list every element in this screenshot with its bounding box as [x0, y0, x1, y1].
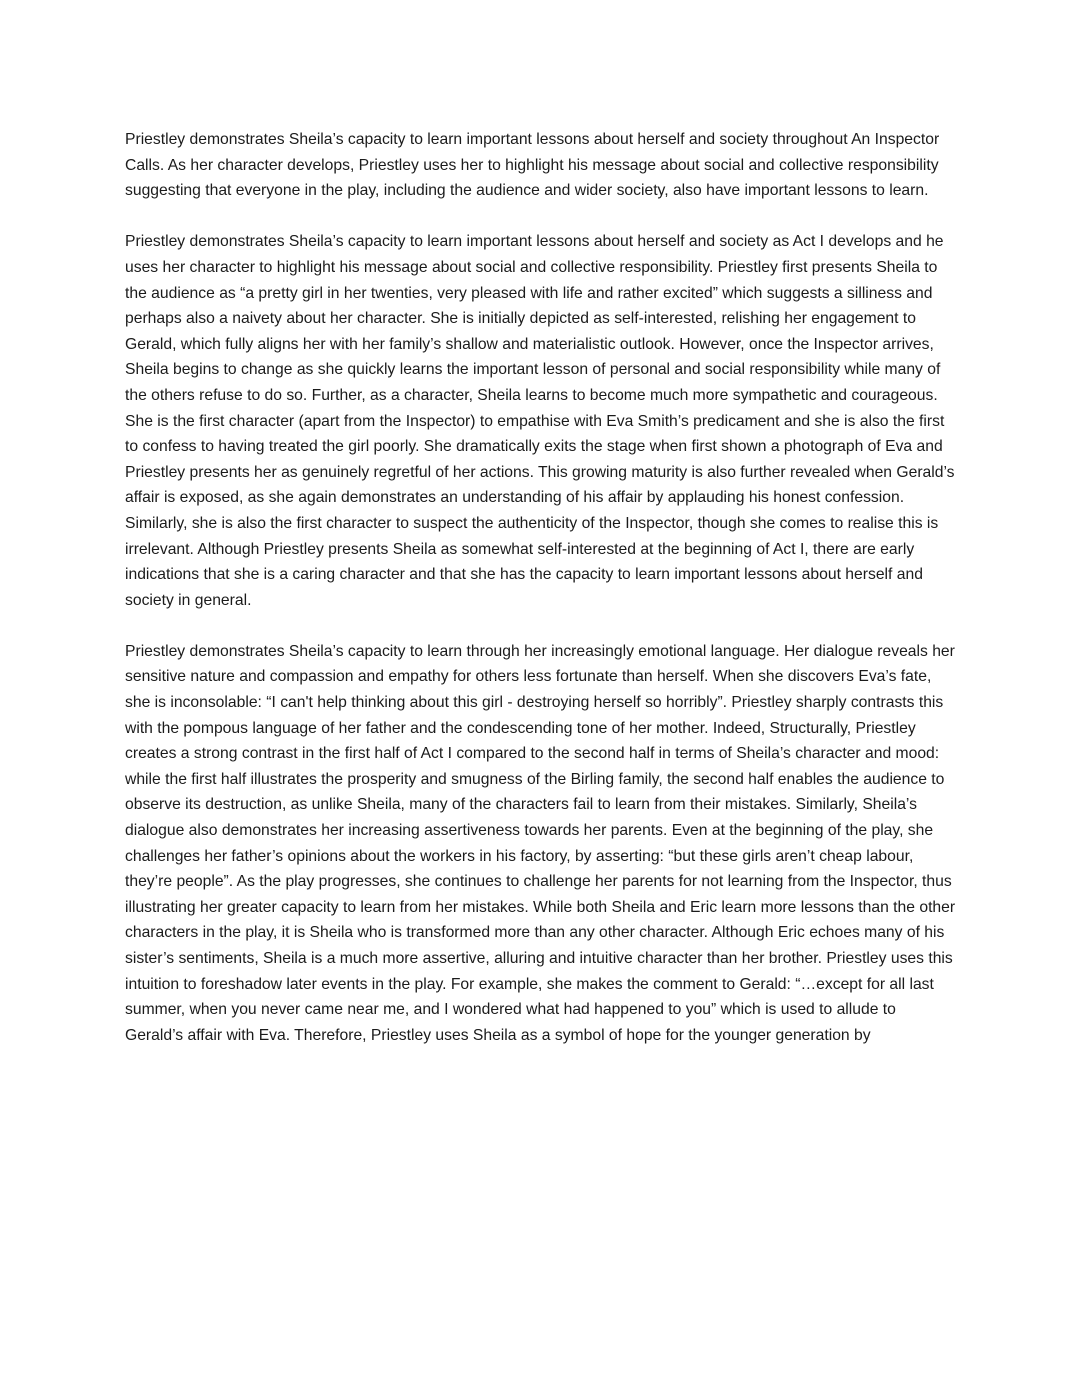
essay-paragraph: Priestley demonstrates Sheila’s capacity to learn important lessons about herself and society as Act I develops and he uses her character to highlight his message about social and collective responsibility. Priestley first presents Sheila to the audience as “a pretty girl in her twenties, very pleased with life and rather excited” which suggests a silliness and perhaps also a naivety about her character. She is initially depicted as self-interested, relishing her engagement to Gerald, which fully aligns her with her family’s shallow and materialistic outlook. However, once the Inspector arrives, Sheila begins to change as she quickly learns the important lesson of personal and social responsibility while many of the others refuse to do so. Further, as a character, Sheila learns to become much more sympathetic and courageous. She is the first character (apart from the Inspector) to empathise with Eva Smith’s predicament and she is also the first to confess to having treated the girl poorly. She dramatically exits the stage when first shown a photograph of Eva and Priestley presents her as genuinely regretful of her actions. This growing maturity is also further revealed when Gerald’s affair is exposed, as she again demonstrates an understanding of his affair by applauding his honest confession. Similarly, she is also the first character to suspect the authenticity of the Inspector, though she comes to realise this is irrelevant. Although Priestley presents Sheila as somewhat self-interested at the beginning of Act I, there are early indications that she is a caring character and that she has the capacity to learn important lessons about herself and society in general. [125, 233, 955, 609]
essay-body [125, 127, 958, 1048]
essay-paragraph: Priestley demonstrates Sheila’s capacity to learn through her increasingly emotional language. Her dialogue reveals her sensitive nature and compassion and empathy for others less fortunate than herself. When she discovers Eva’s fate, she is inconsolable: “I can't help thinking about this girl - destroying herself so horribly”. Priestley sharply contrasts this with the pompous language of her father and the condescending tone of her mother. Indeed, Structurally, Priestley creates a strong contrast in the first half of Act I compared to the second half in terms of Sheila’s character and mood: while the first half illustrates the prosperity and smugness of the Birling family, the second half enables the audience to observe its destruction, as unlike Sheila, many of the characters fail to learn from their mistakes. Similarly, Sheila’s dialogue also demonstrates her increasing assertiveness towards her parents. Even at the beginning of the play, she challenges her father’s opinions about the workers in his factory, by asserting: “but these girls aren’t cheap labour, they’re people”. As the play progresses, she continues to challenge her parents for not learning from the Inspector, thus illustrating her greater capacity to learn from her mistakes. While both Sheila and Eric learn more lessons than the other characters in the play, it is Sheila who is transformed more than any other character. Although Eric echoes many of his sister’s sentiments, Sheila is a much more assertive, alluring and intuitive character than her brother. Priestley uses this intuition to foreshadow later events in the play. For example, she makes the comment to Gerald: “…except for all last summer, when you never came near me, and I wondered what had happened to you” which is used to allude to Gerald’s affair with Eva. Therefore, Priestley uses Sheila as a symbol of hope for the younger generation by [125, 642, 956, 1044]
essay-paragraph: Priestley demonstrates Sheila’s capacity to learn important lessons about herself and society throughout An Inspector Calls. As her character develops, Priestley uses her to highlight his message about social and collective responsibility suggesting that everyone in the play, including the audience and wider society, also have important lessons to learn. [125, 131, 940, 200]
